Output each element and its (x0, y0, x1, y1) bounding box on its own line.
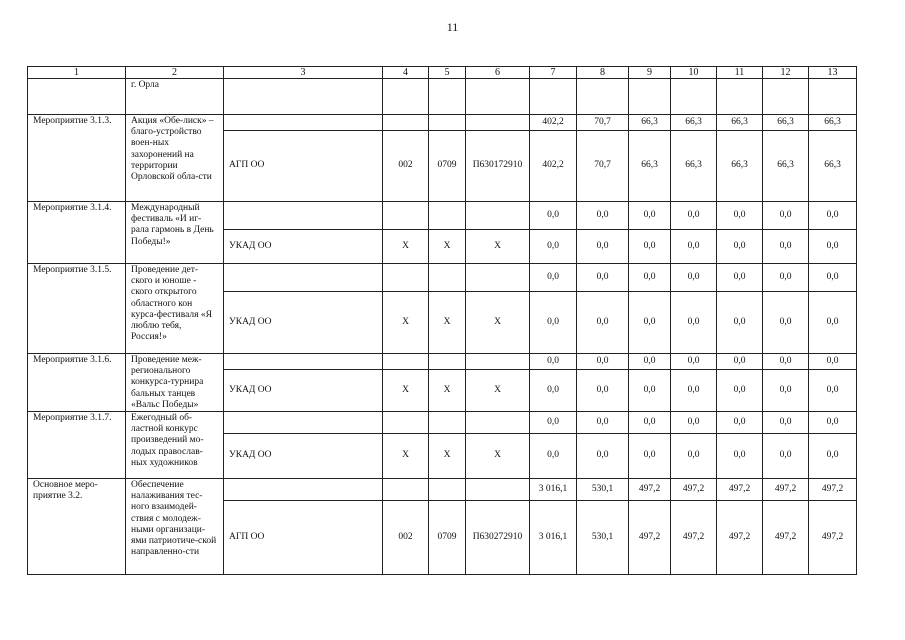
event-total-row (28, 479, 857, 501)
empty-cell (383, 115, 429, 131)
total-value: 497,2 (763, 479, 809, 501)
empty-cell (429, 264, 466, 292)
empty-cell (224, 115, 383, 131)
org-value: 0,0 (530, 434, 577, 479)
empty-cell (429, 115, 466, 131)
total-value: 66,3 (763, 115, 809, 131)
event-name: Мероприятие 3.1.7. (28, 412, 126, 479)
column-header: 5 (429, 67, 466, 79)
csr-code: Х (466, 230, 530, 264)
org-value: 0,0 (763, 370, 809, 412)
organization: АГП ОО (224, 131, 383, 202)
org-value: 0,0 (530, 292, 577, 354)
event-name: Мероприятие 3.1.5. (28, 264, 126, 354)
column-header: 8 (577, 67, 629, 79)
org-value: 0,0 (530, 230, 577, 264)
total-value: 0,0 (809, 412, 857, 434)
total-value: 3 016,1 (530, 479, 577, 501)
empty-cell (383, 412, 429, 434)
total-value: 497,2 (809, 479, 857, 501)
total-value: 0,0 (671, 412, 717, 434)
org-value: 0,0 (577, 292, 629, 354)
organization: УКАД ОО (224, 230, 383, 264)
page-number: 11 (446, 20, 459, 34)
total-value: 0,0 (577, 202, 629, 230)
total-value: 0,0 (530, 354, 577, 370)
total-value: 0,0 (717, 264, 763, 292)
empty-cell (383, 479, 429, 501)
org-value: 0,0 (577, 230, 629, 264)
rzpr-code: 0709 (429, 131, 466, 202)
empty-cell (429, 479, 466, 501)
total-value: 66,3 (629, 115, 671, 131)
empty-cell (429, 202, 466, 230)
org-value: 0,0 (629, 292, 671, 354)
empty-cell (383, 202, 429, 230)
total-value: 66,3 (809, 115, 857, 131)
org-value: 497,2 (717, 501, 763, 575)
empty-cell (466, 412, 530, 434)
event-description: Проведение дет-ского и юноше - ского открытого областного кон курса-фестиваля «Я люблю тебя, Россия!» (126, 264, 224, 354)
org-value: 0,0 (809, 230, 857, 264)
empty-cell (224, 264, 383, 292)
total-value: 0,0 (629, 202, 671, 230)
total-value: 66,3 (717, 115, 763, 131)
total-value: 497,2 (671, 479, 717, 501)
event-description: Обеспечение налаживания тес-ного взаимодей-ствия с молодеж-ными организаци-ями патриотиче-ской направленно-сти (126, 479, 224, 575)
total-value: 0,0 (809, 264, 857, 292)
empty-cell (224, 479, 383, 501)
empty-cell (466, 115, 530, 131)
budget-table (27, 66, 857, 575)
org-value: 66,3 (629, 131, 671, 202)
grbs-code: Х (383, 230, 429, 264)
total-value: 0,0 (763, 412, 809, 434)
column-header: 1 (28, 67, 126, 79)
org-value: 66,3 (763, 131, 809, 202)
grbs-code: 002 (383, 131, 429, 202)
empty-cell (466, 202, 530, 230)
total-value: 0,0 (671, 202, 717, 230)
total-value: 497,2 (717, 479, 763, 501)
total-value: 0,0 (530, 264, 577, 292)
rzpr-code: 0709 (429, 501, 466, 575)
column-header: 12 (763, 67, 809, 79)
empty-cell (224, 354, 383, 370)
total-value: 402,2 (530, 115, 577, 131)
org-value: 66,3 (671, 131, 717, 202)
event-name: Основное меро-приятие 3.2. (28, 479, 126, 575)
event-name: Мероприятие 3.1.6. (28, 354, 126, 412)
total-value: 0,0 (629, 412, 671, 434)
rzpr-code: Х (429, 370, 466, 412)
empty-cell (224, 412, 383, 434)
rzpr-code: Х (429, 292, 466, 354)
org-value: 66,3 (809, 131, 857, 202)
total-value: 0,0 (671, 354, 717, 370)
empty-cell (466, 354, 530, 370)
org-value: 3 016,1 (530, 501, 577, 575)
total-value: 0,0 (809, 354, 857, 370)
event-name: Мероприятие 3.1.3. (28, 115, 126, 202)
empty-cell (429, 354, 466, 370)
total-value: 0,0 (629, 264, 671, 292)
grbs-code: Х (383, 292, 429, 354)
event-name: Мероприятие 3.1.4. (28, 202, 126, 264)
org-value: 0,0 (530, 370, 577, 412)
event-total-row (28, 202, 857, 230)
org-value: 0,0 (671, 230, 717, 264)
event-total-row (28, 115, 857, 131)
column-header: 11 (717, 67, 763, 79)
event-description: Акция «Обе-лиск» – благо-устройство воен-ных захоронений на территории Орловской обла-сти (126, 115, 224, 202)
csr-code: Х (466, 370, 530, 412)
total-value: 0,0 (763, 202, 809, 230)
event-description: Международный фестиваль «И иг-рала гармонь в День Победы!» (126, 202, 224, 264)
org-value: 0,0 (717, 434, 763, 479)
total-value: 0,0 (717, 354, 763, 370)
org-value: 0,0 (717, 230, 763, 264)
empty-cell (466, 264, 530, 292)
org-value: 0,0 (717, 370, 763, 412)
org-value: 0,0 (809, 370, 857, 412)
continuation-row (28, 79, 857, 115)
empty-cell (383, 264, 429, 292)
org-value: 0,0 (809, 292, 857, 354)
column-header: 6 (466, 67, 530, 79)
total-value: 0,0 (763, 354, 809, 370)
total-value: 0,0 (530, 412, 577, 434)
csr-code: Х (466, 434, 530, 479)
org-value: 0,0 (671, 370, 717, 412)
column-header: 2 (126, 67, 224, 79)
total-value: 0,0 (763, 264, 809, 292)
grbs-code: Х (383, 434, 429, 479)
org-value: 497,2 (671, 501, 717, 575)
org-value: 0,0 (577, 370, 629, 412)
csr-code: П630172910 (466, 131, 530, 202)
total-value: 0,0 (577, 412, 629, 434)
grbs-code: 002 (383, 501, 429, 575)
organization: УКАД ОО (224, 292, 383, 354)
org-value: 402,2 (530, 131, 577, 202)
total-value: 66,3 (671, 115, 717, 131)
column-header: 10 (671, 67, 717, 79)
event-description: Проведение меж-регионального конкурса-турнира бальных танцев «Вальс Победы» (126, 354, 224, 412)
csr-code: Х (466, 292, 530, 354)
org-value: 497,2 (629, 501, 671, 575)
org-value: 0,0 (629, 370, 671, 412)
org-value: 70,7 (577, 131, 629, 202)
org-value: 66,3 (717, 131, 763, 202)
total-value: 0,0 (577, 264, 629, 292)
total-value: 70,7 (577, 115, 629, 131)
org-value: 0,0 (629, 434, 671, 479)
grbs-code: Х (383, 370, 429, 412)
event-description: Ежегодный об-ластной конкурс произведений мо-лодых православ-ных художников (126, 412, 224, 479)
org-value: 0,0 (671, 434, 717, 479)
org-value: 0,0 (763, 230, 809, 264)
total-value: 497,2 (629, 479, 671, 501)
org-value: 0,0 (717, 292, 763, 354)
column-header: 4 (383, 67, 429, 79)
organization: АГП ОО (224, 501, 383, 575)
org-value: 0,0 (809, 434, 857, 479)
org-value: 0,0 (577, 434, 629, 479)
empty-cell (429, 412, 466, 434)
total-value: 0,0 (809, 202, 857, 230)
total-value: 0,0 (717, 412, 763, 434)
column-header: 13 (809, 67, 857, 79)
org-value: 530,1 (577, 501, 629, 575)
org-value: 0,0 (763, 292, 809, 354)
organization: УКАД ОО (224, 434, 383, 479)
org-value: 0,0 (763, 434, 809, 479)
csr-code: П630272910 (466, 501, 530, 575)
total-value: 0,0 (717, 202, 763, 230)
empty-cell (224, 202, 383, 230)
header-row (28, 67, 857, 79)
event-total-row (28, 264, 857, 292)
column-header: 3 (224, 67, 383, 79)
rzpr-code: Х (429, 434, 466, 479)
total-value: 0,0 (629, 354, 671, 370)
column-header: 9 (629, 67, 671, 79)
column-header: 7 (530, 67, 577, 79)
total-value: 530,1 (577, 479, 629, 501)
event-total-row (28, 354, 857, 370)
org-value: 0,0 (671, 292, 717, 354)
org-value: 497,2 (809, 501, 857, 575)
continuation-text: г. Орла (126, 79, 224, 115)
empty-cell (466, 479, 530, 501)
empty-cell (383, 354, 429, 370)
total-value: 0,0 (671, 264, 717, 292)
total-value: 0,0 (577, 354, 629, 370)
organization: УКАД ОО (224, 370, 383, 412)
event-total-row (28, 412, 857, 434)
org-value: 497,2 (763, 501, 809, 575)
org-value: 0,0 (629, 230, 671, 264)
rzpr-code: Х (429, 230, 466, 264)
total-value: 0,0 (530, 202, 577, 230)
